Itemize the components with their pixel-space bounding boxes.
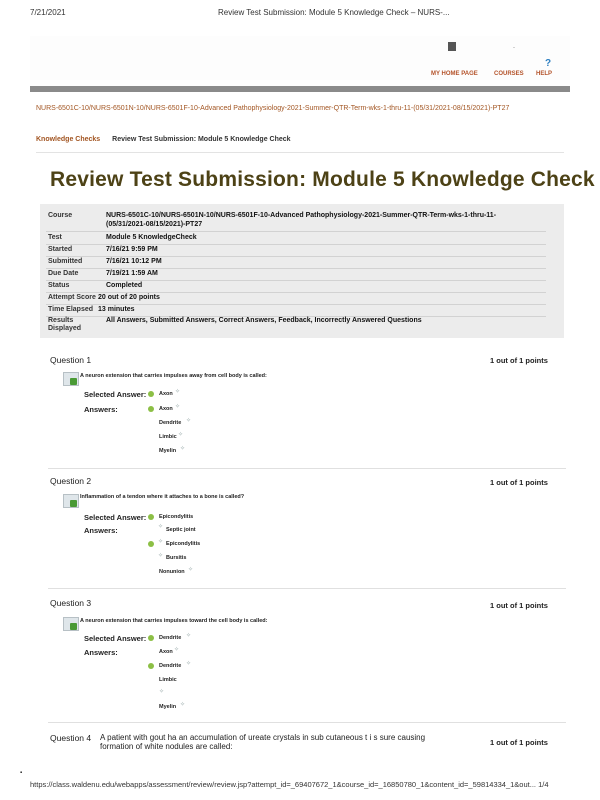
breadcrumb [36,136,291,143]
feedback-icon: ✧ [174,647,180,653]
selected-answer-value: Axon [159,391,173,397]
question-points: 1 out of 1 points [490,601,548,610]
feedback-icon: ✧ [175,404,181,410]
nav-divider-bar [30,86,570,92]
footer-url: https://class.waldenu.edu/webapps/assessment/review/review.jsp?attempt_id=_69407672_1&course_id=_16850780_1&content_id=_59814334_1&out... 1/4 [30,780,549,789]
check-icon [148,635,154,641]
question-title: Question 4 [50,733,92,743]
info-due-value: 7/19/21 1:59 AM [106,270,158,277]
info-status-value: Completed [106,282,143,289]
feedback-icon: ✧ [186,661,192,667]
info-due-label: Due Date [48,270,79,277]
info-divider [46,292,546,293]
submission-info-box [40,204,564,338]
question-points: 1 out of 1 points [490,478,548,487]
question-text: Inflammation of a tendon where it attaches to a bone is called? [80,494,245,500]
info-divider [46,304,546,305]
info-submitted-label: Submitted [48,258,83,265]
answer-option: Myelin [159,704,177,710]
selected-answer-value: Epicondylitis [159,514,194,520]
answer-option: Axon [159,406,173,412]
correct-answer-icon [63,617,79,631]
question-points: 1 out of 1 points [490,738,548,747]
breadcrumb-current: Review Test Submission: Module 5 Knowledge Check [112,136,291,143]
info-score-label: Attempt Score [48,294,96,301]
question-title: Question 1 [50,355,92,365]
info-score-value: 20 out of 20 points [98,294,160,301]
answer-option: Myelin [159,448,177,454]
selected-answer-label: Selected Answer: [84,634,147,643]
question-points: 1 out of 1 points [490,356,548,365]
check-icon [148,541,154,547]
question-divider [48,468,566,469]
info-elapsed-label: Time Elapsed [48,306,94,313]
top-navigation [30,36,570,87]
question-title: Question 3 [50,598,92,608]
info-test-label: Test [48,234,62,241]
answer-option: Dendrite [159,420,182,426]
nav-help[interactable]: HELP [536,71,553,77]
info-started-label: Started [48,246,73,253]
question-divider [48,722,566,723]
info-started-value: 7/16/21 9:59 PM [106,246,158,253]
breadcrumb-knowledge-checks[interactable]: Knowledge Checks [36,136,101,143]
correct-answer-icon [63,372,79,386]
answer-option: Septic joint [166,527,196,533]
answer-option: Dendrite [159,663,182,669]
check-icon [148,663,154,669]
print-header [0,0,600,20]
info-course-value-line2: (05/31/2021-08/15/2021)-PT27 [106,221,203,228]
correct-answer-icon [63,494,79,508]
answer-option: Epicondylitis [166,541,201,547]
feedback-icon: ✧ [178,432,184,438]
answer-option: Bursitis [166,555,187,561]
answer-option: Nonunion [159,569,185,575]
answers-label: Answers: [84,526,118,535]
question-divider [48,588,566,589]
info-results-value: All Answers, Submitted Answers, Correct Answers, Feedback, Incorrectly Answered Questions [106,317,422,324]
info-divider [46,280,546,281]
question-text: A neuron extension that carries impulses away from cell body is called: [80,373,267,379]
nav-courses[interactable]: COURSES [494,71,524,77]
check-icon [148,514,154,520]
info-divider [46,231,546,232]
feedback-icon: ✧ [188,567,194,573]
feedback-icon: ✧ [180,446,186,452]
print-title: Review Test Submission: Module 5 Knowledge Check – NURS-... [218,8,450,17]
breadcrumb-divider [36,152,564,153]
nav-my-home-page[interactable]: MY HOME PAGE [431,71,478,77]
feedback-icon: ✧ [175,389,181,395]
info-results-label-line2: Displayed [48,325,82,332]
page-title: Review Test Submission: Module 5 Knowledge Check [50,168,595,191]
info-test-value: Module 5 KnowledgeCheck [106,234,197,241]
question-text: A neuron extension that carries impulses toward the cell body is called: [80,618,268,624]
selected-answer-value: Dendrite [159,635,182,641]
info-results-label-line1: Results [48,317,74,324]
feedback-icon: ✧ [158,539,164,545]
question-title: Question 2 [50,476,92,486]
answers-label: Answers: [84,405,118,414]
answer-option: Limbic [159,434,177,440]
info-divider [46,268,546,269]
info-course-label: Course [48,212,73,219]
feedback-icon: ✧ [158,553,164,559]
info-submitted-value: 7/16/21 10:12 PM [106,258,162,265]
feedback-icon: ✧ [186,418,192,424]
answers-label: Answers: [84,648,118,657]
info-status-label: Status [48,282,70,289]
feedback-icon: ✧ [180,702,186,708]
question-text: A patient with gout ha an accumulation of ureate crystals in sub cutaneous t i s sure causing formation of white nodules are called: [100,733,426,751]
help-icon[interactable]: ? [544,58,552,69]
print-date: 7/21/2021 [30,8,66,17]
info-divider [46,244,546,245]
home-icon[interactable] [448,42,456,51]
info-course-value-line1: NURS-6501C-10/NURS-6501N-10/NURS-6501F-10-Advanced Pathophysiology-2021-Summer-QTR-Term-wks-1-thru-11- [106,212,497,219]
feedback-icon: ✧ [186,633,192,639]
course-path-link[interactable]: NURS-6501C-10/NURS-6501N-10/NURS-6501F-10-Advanced Pathophysiology-2021-Summer-QTR-Term-wks-1-thru-11-(05/31/2021-08/15/2021)-PT27 [36,105,510,112]
feedback-icon: ✧ [158,524,164,530]
courses-icon[interactable]: · [512,42,516,52]
info-divider [46,256,546,257]
check-icon [148,406,154,412]
selected-answer-label: Selected Answer: [84,513,147,522]
info-elapsed-value: 13 minutes [98,306,135,313]
answer-option: Axon [159,649,173,655]
check-icon [148,391,154,397]
feedback-icon: ✧ [159,689,165,695]
footer-marker: ▪ [20,770,23,776]
answer-option: Limbic [159,677,177,683]
selected-answer-label: Selected Answer: [84,390,147,399]
